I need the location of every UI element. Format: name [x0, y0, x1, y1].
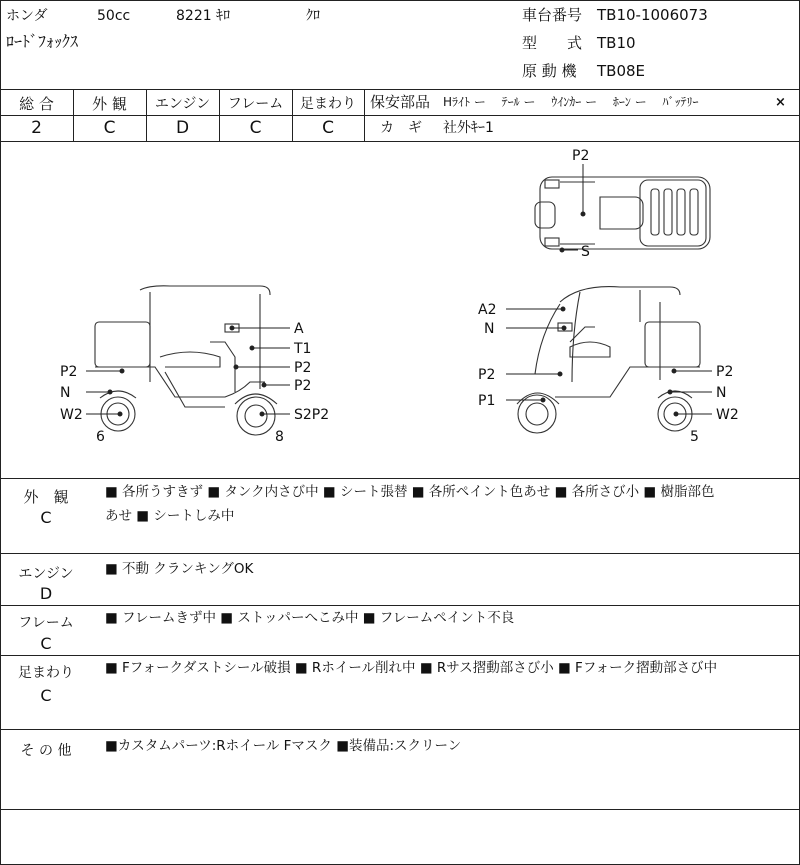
frame-grade: C	[249, 118, 262, 138]
displacement: 50cc	[97, 8, 131, 24]
divider	[0, 729, 800, 730]
remark-engine-text: ■ 不動 クランキングOK	[105, 561, 254, 577]
remark-frame-text: ■ フレームきず中 ■ ストッパーへこみ中 ■ フレームペイント不良	[105, 610, 515, 626]
remark-suspension-text: ■ Fフォークダストシール破損 ■ Rホイール削れ中 ■ Rサス摺動部さび小 ■ Fフォーク摺動部さび中	[105, 660, 718, 676]
label-right-w2: W2	[716, 407, 739, 423]
top-view-drawing	[535, 177, 710, 249]
exterior-grade-label: 外 観	[92, 95, 127, 113]
label-top-s: S	[581, 244, 590, 260]
remark-exterior-grade: C	[40, 508, 52, 527]
label-left-p2-body: P2	[294, 360, 312, 376]
type-label: 型 式	[522, 34, 583, 52]
divider	[0, 809, 800, 810]
suspension-grade: C	[322, 118, 334, 138]
vehicle-color: ｸﾛ	[306, 8, 320, 24]
engine-label: 原 動 機	[522, 62, 577, 80]
key-value: 社外ｷｰ1	[443, 120, 494, 136]
divider	[364, 89, 365, 141]
label-left-n: N	[60, 385, 71, 401]
label-left-a: A	[294, 321, 304, 337]
model-name: ﾛｰﾄﾞﾌｫｯｸｽ	[6, 32, 79, 51]
frame-grade-label: フレーム	[227, 96, 284, 112]
label-right-p1: P1	[478, 393, 496, 409]
label-left-p2-rear: P2	[294, 378, 312, 394]
label-right-a2: A2	[478, 302, 497, 318]
engine-grade: D	[175, 118, 190, 138]
safety-parts-label: 保安部品	[370, 93, 431, 111]
battery-x-mark: ×	[775, 95, 786, 110]
overall-grade: 2	[31, 118, 42, 138]
label-right-p2-front: P2	[478, 367, 496, 383]
label-right-p2-rear: P2	[716, 364, 734, 380]
engine-value: TB08E	[597, 62, 646, 80]
overall-grade-label: 総 合	[19, 95, 54, 113]
remark-suspension-label: 足まわり	[18, 665, 74, 681]
key-label: カ ギ	[380, 120, 422, 136]
remark-frame-grade: C	[40, 634, 52, 653]
label-right-num: 5	[690, 429, 699, 445]
label-right-n-top: N	[484, 321, 495, 337]
divider	[0, 553, 800, 554]
label-left-s2p2: S2P2	[294, 407, 330, 423]
label-left-t1: T1	[294, 341, 312, 357]
safety-parts-items: Hﾗｲﾄ ー ﾃｰﾙ ー ｳｲﾝｶｰ ー ﾎｰﾝ ー ﾊﾞｯﾃﾘｰ	[443, 95, 699, 109]
divider	[0, 89, 800, 90]
remark-other-text: ■カスタムパーツ:Rホイール Fマスク ■装備品:スクリーン	[105, 738, 462, 754]
remark-exterior-text-line2: あせ ■ シートしみ中	[105, 508, 235, 524]
frame-no: TB10-1006073	[597, 6, 708, 24]
divider	[0, 478, 800, 479]
mileage: 8221 ｷﾛ	[176, 8, 231, 24]
divider	[0, 605, 800, 606]
frame-no-label: 車台番号	[522, 6, 583, 24]
remark-exterior-text-line1: ■ 各所うすきず ■ タンク内さび中 ■ シート張替 ■ 各所ペイント色あせ ■ 各所さび小 ■ 樹脂部色	[105, 484, 715, 500]
type-value: TB10	[597, 34, 636, 52]
remark-engine-grade: D	[39, 584, 53, 603]
remark-other-label: そ の 他	[20, 743, 72, 759]
damage-diagram	[0, 142, 800, 478]
remark-suspension-grade: C	[40, 686, 52, 705]
divider	[0, 655, 800, 656]
label-right-n-rear: N	[716, 385, 727, 401]
engine-grade-label: エンジン	[154, 96, 211, 112]
label-left-num-rear: 8	[275, 429, 284, 445]
divider	[0, 115, 800, 116]
left-side-view-drawing	[95, 286, 277, 435]
label-left-w2: W2	[60, 407, 83, 423]
suspension-grade-label: 足まわり	[300, 96, 356, 112]
remark-frame-label: フレーム	[18, 615, 74, 631]
label-left-num-front: 6	[96, 429, 105, 445]
remark-engine-label: エンジン	[18, 566, 74, 582]
label-top-p2: P2	[572, 148, 590, 164]
exterior-grade: C	[103, 118, 116, 138]
label-left-p2-front: P2	[60, 364, 78, 380]
remark-exterior-label: 外 観	[23, 488, 69, 506]
maker: ホンダ	[6, 8, 48, 24]
